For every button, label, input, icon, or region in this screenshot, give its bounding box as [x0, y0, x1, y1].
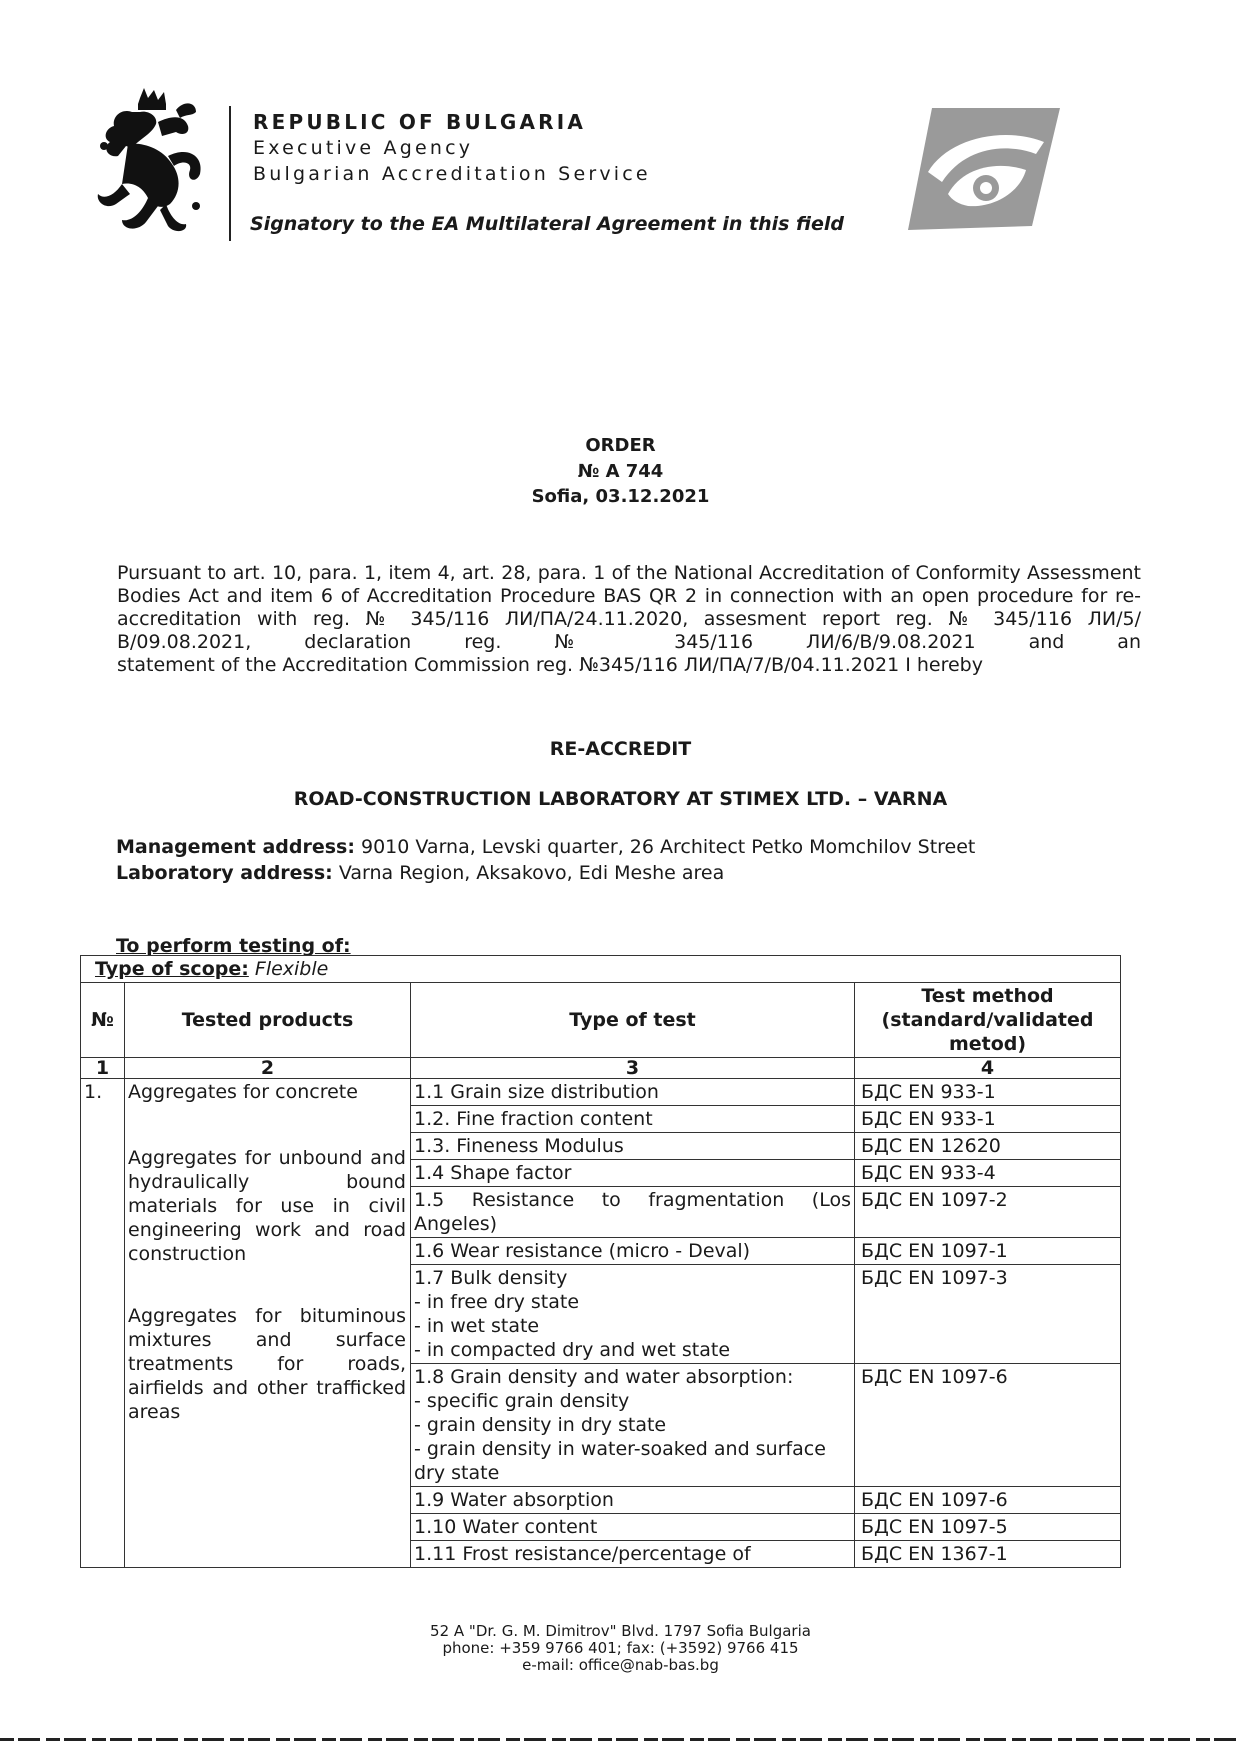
signatory-statement: Signatory to the EA Multilateral Agreement in this field	[250, 213, 844, 235]
product-unbound: Aggregates for unbound and hydraulically bound materials for use in civil engineering work and road construction	[128, 1147, 406, 1265]
test-type: 1.3. Fineness Modulus	[411, 1133, 855, 1160]
test-method: БДС EN 1097-5	[855, 1514, 1121, 1541]
test-type: 1.1 Grain size distribution	[411, 1079, 855, 1106]
test-method: БДС EN 933-1	[855, 1106, 1121, 1133]
test-method: БДС EN 1097-6	[855, 1364, 1121, 1487]
bulgaria-coat-of-arms-icon	[92, 86, 210, 236]
test-type: 1.5 Resistance to fragmentation (Los Angeles)	[411, 1187, 855, 1238]
action-heading: RE-ACCREDIT	[549, 738, 692, 760]
order-title: ORDER	[585, 435, 656, 456]
bas-eye-logo-icon	[908, 108, 1060, 238]
product-concrete: Aggregates for concrete	[128, 1081, 358, 1103]
test-method: БДС EN 1097-3	[855, 1265, 1121, 1364]
test-method: БДС EN 1097-1	[855, 1238, 1121, 1265]
scan-artifact-line	[0, 1738, 1241, 1741]
test-type: 1.11 Frost resistance/percentage of	[411, 1541, 855, 1568]
test-type: 1.9 Water absorption	[411, 1487, 855, 1514]
laboratory-address-label: Laboratory address:	[116, 862, 333, 884]
management-address-value: 9010 Varna, Levski quarter, 26 Architect Petko Momchilov Street	[354, 836, 976, 858]
agency-name: Executive Agency	[253, 137, 474, 159]
scope-table	[80, 955, 1121, 1568]
republic-title: REPUBLIC OF BULGARIA	[253, 110, 587, 134]
test-type: 1.6 Wear resistance (micro - Deval)	[411, 1238, 855, 1265]
col-header-products: Tested products	[125, 983, 411, 1058]
laboratory-address-value: Varna Region, Aksakovo, Edi Meshe area	[332, 862, 725, 884]
test-method: БДС EN 933-1	[855, 1079, 1121, 1106]
test-type: 1.7 Bulk density - in free dry state - in wet state - in compacted dry and wet state	[411, 1265, 855, 1364]
footer-address: 52 A "Dr. G. M. Dimitrov" Blvd. 1797 Sofia Bulgaria	[430, 1622, 811, 1640]
preamble-last-line: statement of the Accreditation Commission reg. №345/116 ЛИ/ПА/7/В/04.11.2021 I hereby	[117, 654, 983, 676]
order-number: № А 744	[577, 461, 664, 482]
preamble-paragraph	[117, 562, 1141, 677]
tested-products-cell	[125, 1079, 411, 1568]
test-type: 1.4 Shape factor	[411, 1160, 855, 1187]
test-method: БДС EN 1367-1	[855, 1541, 1121, 1568]
test-type: 1.2. Fine fraction content	[411, 1106, 855, 1133]
test-type: 1.10 Water content	[411, 1514, 855, 1541]
test-method: БДС EN 12620	[855, 1133, 1121, 1160]
header-divider	[229, 106, 231, 241]
product-bituminous: Aggregates for bituminous mixtures and surface treatments for roads, airfields and other trafficked areas	[128, 1305, 406, 1423]
footer-phone: phone: +359 9766 401; fax: (+3592) 9766 415	[442, 1639, 799, 1657]
col-header-test: Type of test	[411, 983, 855, 1058]
management-address	[116, 836, 975, 858]
row-number: 1.	[81, 1079, 125, 1568]
test-method: БДС EN 933-4	[855, 1160, 1121, 1187]
order-place-date: Sofia, 03.12.2021	[531, 486, 710, 507]
laboratory-name: ROAD-CONSTRUCTION LABORATORY AT STIMEX LTD. – VARNA	[293, 788, 948, 810]
scope-type-value: Flexible	[254, 958, 329, 980]
scope-table-container	[80, 955, 1120, 1568]
to-perform-heading: To perform testing of:	[116, 935, 351, 957]
test-type: 1.8 Grain density and water absorption: - specific grain density - grain density in dry state - grain density in water-soaked and surface dry state	[411, 1364, 855, 1487]
preamble-body: Pursuant to art. 10, para. 1, item 4, art. 28, para. 1 of the National Accreditation of Conformity Assessment Bodies Act and item 6 of Accreditation Procedure BAS QR 2 in connection with an open procedure for re-accreditation with reg. № 345/116 ЛИ/ПА/24.11.2020, assesment report reg. № 345/116 ЛИ/5/В/09.08.2021, declaration reg. № 345/116 ЛИ/6/В/9.08.2021 and an	[117, 562, 1141, 653]
col-number: 3	[411, 1058, 855, 1079]
col-number: 2	[125, 1058, 411, 1079]
scope-type	[81, 956, 1121, 983]
service-name: Bulgarian Accreditation Service	[253, 163, 651, 185]
table-row	[81, 1079, 1121, 1106]
footer-email: e-mail: office@nab-bas.bg	[522, 1656, 719, 1674]
col-header-no: №	[81, 983, 125, 1058]
scope-type-label: Type of scope:	[95, 958, 249, 980]
col-header-method: Test method (standard/validated metod)	[855, 983, 1121, 1058]
col-number: 1	[81, 1058, 125, 1079]
laboratory-address	[116, 862, 724, 884]
test-method: БДС EN 1097-2	[855, 1187, 1121, 1238]
test-method: БДС EN 1097-6	[855, 1487, 1121, 1514]
col-number: 4	[855, 1058, 1121, 1079]
management-address-label: Management address:	[116, 836, 355, 858]
footer-contact	[0, 1623, 1241, 1674]
